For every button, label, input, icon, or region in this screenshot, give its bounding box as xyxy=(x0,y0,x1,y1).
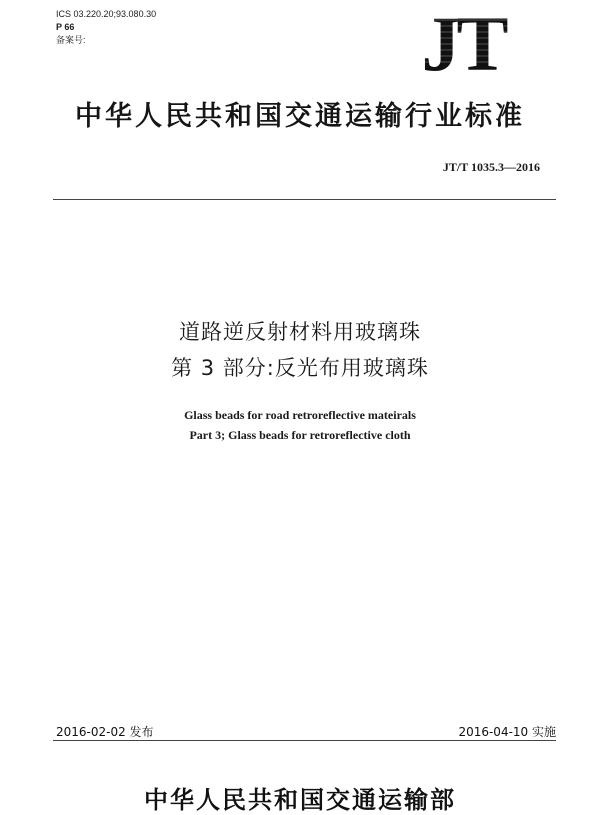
publisher-name: 中华人民共和国交通运输部 xyxy=(144,786,456,814)
document-title-en-line1: Glass beads for road retroreflective mateirals xyxy=(184,408,416,422)
standard-number: JT/T 1035.3—2016 xyxy=(442,160,540,174)
category-code: P 66 xyxy=(56,22,75,32)
jt-logo xyxy=(398,10,528,74)
ics-code: ICS 03.220.20;93.080.30 xyxy=(56,9,157,19)
document-title-cn-line1: 道路逆反射材料用玻璃珠 xyxy=(179,320,421,344)
top-divider xyxy=(53,199,556,200)
document-title-en-line2: Part 3; Glass beads for retroreflective cloth xyxy=(189,428,411,442)
classification-block xyxy=(56,8,156,47)
document-title-cn-line2: 第 3 部分:反光布用玻璃珠 xyxy=(171,356,429,380)
implementation-date: 2016-04-10 实施 xyxy=(458,725,556,739)
bottom-divider xyxy=(53,740,556,741)
page-title: 中华人民共和国交通运输行业标准 xyxy=(75,101,525,132)
issue-date: 2016-02-02 发布 xyxy=(56,725,154,739)
record-number-label: 备案号: xyxy=(56,35,86,45)
jt-logo-text: JT xyxy=(421,10,505,74)
